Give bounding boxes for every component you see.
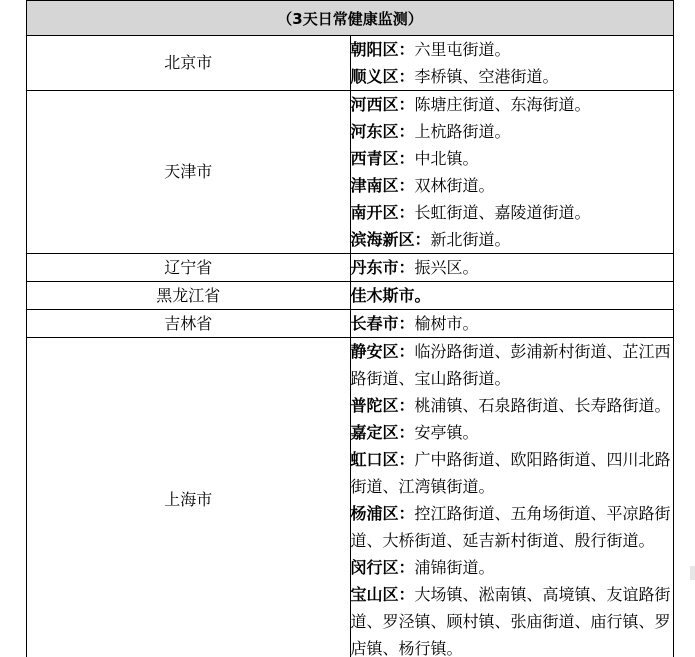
district-name: 普陀区： [350,396,415,415]
list-item [351,199,674,226]
region-cell: 黑龙江省 [27,282,351,310]
district-name: 滨海新区： [350,230,431,249]
region-cell: 吉林省 [27,310,351,338]
place-list: 李桥镇、空港街道。 [414,67,559,86]
place-list: 长虹街道、嘉陵道街道。 [414,203,591,222]
place-list: 榆树市。 [414,314,479,333]
table-row [27,36,674,91]
place-list: 广中路街道、欧阳路街道、四川北路街道、江湾镇街道。 [350,450,671,496]
list-item [351,172,674,199]
district-name: 西青区： [350,149,415,168]
scroll-edge-marker [690,566,695,580]
list-item [351,145,674,172]
district-name: 朝阳区： [350,40,415,59]
list-item [351,392,674,419]
detail-cell [350,36,674,91]
district-name: 杨浦区： [350,504,415,523]
region-cell: 北京市 [27,36,351,91]
list-item [351,338,674,392]
list-item [351,500,674,554]
district-name: 嘉定区： [350,423,415,442]
place-list: 浦锦街道。 [414,558,495,577]
district-name: 丹东市： [350,258,415,277]
district-name: 虹口区： [350,450,415,469]
detail-cell [350,282,674,310]
district-name: 河西区： [350,95,415,114]
list-item [351,91,674,118]
table-header-row [27,1,674,36]
district-name: 顺义区： [350,67,415,86]
place-list: 安亭镇。 [414,423,479,442]
place-list: 控江路街道、五角场街道、平凉路街道、大桥街道、延吉新村街道、殷行街道。 [350,504,671,550]
list-item [351,36,674,63]
district-name: 静安区： [350,342,415,361]
list-item [351,254,674,281]
place-list: 双林街道。 [414,176,495,195]
place-list: 新北街道。 [430,230,511,249]
list-item [351,118,674,145]
detail-cell [350,338,674,657]
region-cell: 天津市 [27,91,351,254]
district-name: 南开区： [350,203,415,222]
table-row [27,282,674,310]
health-monitoring-table [26,0,674,657]
detail-cell [350,310,674,338]
list-item [351,226,674,253]
place-list: 六里屯街道。 [414,40,511,59]
table-row [27,91,674,254]
list-item [351,282,674,309]
district-name: 津南区： [350,176,415,195]
table-row [27,338,674,657]
place-list: 陈塘庄街道、东海街道。 [414,95,591,114]
table-row [27,310,674,338]
list-item [351,63,674,90]
list-item [351,419,674,446]
district-name: 长春市： [350,314,415,333]
table-row [27,254,674,282]
place-list: 上杭路街道。 [414,122,511,141]
place-list: 桃浦镇、石泉路街道、长寿路街道。 [414,396,671,415]
table-title: （3天日常健康监测） [27,1,674,36]
district-name: 宝山区： [350,585,415,604]
list-item [351,581,674,657]
list-item [351,554,674,581]
list-item [351,446,674,500]
list-item [351,310,674,337]
place-list: 振兴区。 [414,258,479,277]
region-cell: 辽宁省 [27,254,351,282]
detail-cell [350,254,674,282]
district-name: 佳木斯市。 [350,286,431,305]
district-name: 闵行区： [350,558,415,577]
place-list: 临汾路街道、彭浦新村街道、芷江西路街道、宝山路街道。 [350,342,671,388]
detail-cell [350,91,674,254]
place-list: 大场镇、淞南镇、高境镇、友谊路街道、罗泾镇、顾村镇、张庙街道、庙行镇、罗店镇、杨行镇。 [350,585,671,657]
district-name: 河东区： [350,122,415,141]
place-list: 中北镇。 [414,149,479,168]
region-cell: 上海市 [27,338,351,657]
